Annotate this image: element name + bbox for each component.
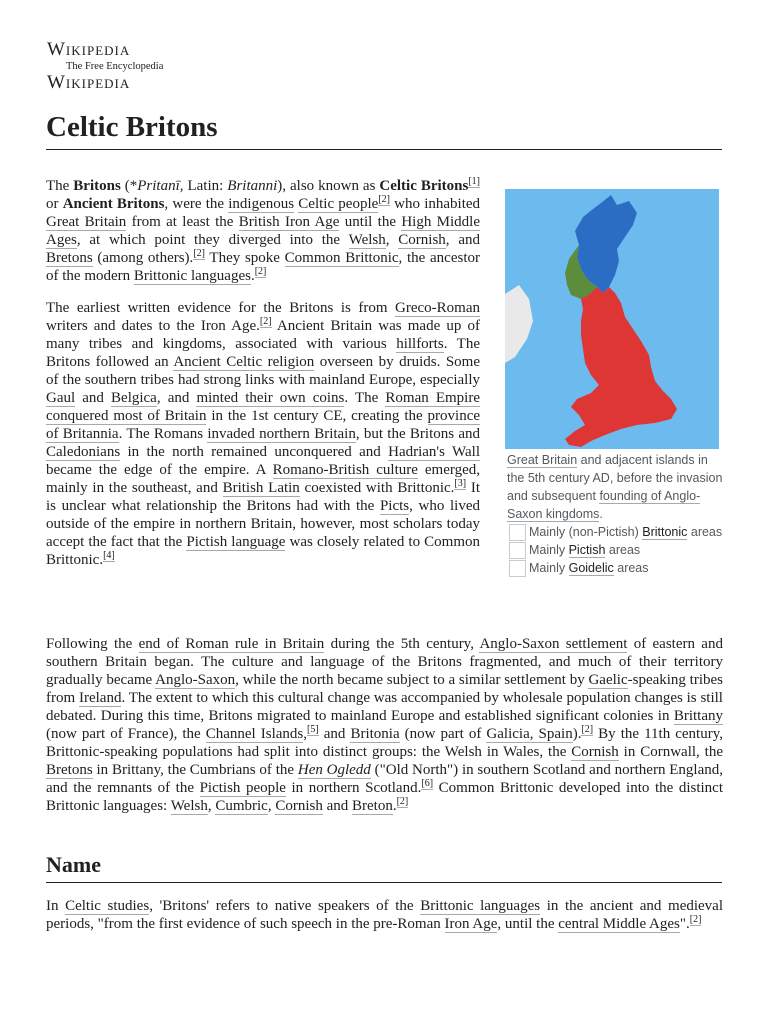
caption-link[interactable]: Great Britain <box>507 453 578 467</box>
article-link[interactable]: central Middle Ages <box>558 916 680 932</box>
legend-swatch <box>509 542 526 559</box>
map-legend <box>505 523 723 577</box>
paragraph-3: Following the end of Roman rule in Britain during the 5th century, Anglo-Saxon settlement of eastern and southern Britain began. The culture and language of the Britons fragmented, and much of their territory gradually became Anglo-Saxon, while the north became subject to a similar settlement by Gaelic-speaking tribes from Ireland. The extent to which this cultural change was accompanied by wholesale population changes is still debated. During this time, Britons migrated to mainland Europe and established significant colonies in Brittany (now part of France), the Channel Islands,[5] and Britonia (now part of Galicia, Spain).[2] By the 11th century, Brittonic-speaking populations had split into distinct groups: the Welsh in Wales, the Cornish in Cornwall, the Bretons in Brittany, the Cumbrians of the Hen Ogledd ("Old North") in southern Scotland and northern England, and the remnants of the Pictish people in northern Scotland.[6] Common Brittonic developed into the distinct Brittonic languages: Welsh, Cumbric, Cornish and Breton.[2] <box>46 636 724 814</box>
article-link[interactable]: Anglo-Saxon settlement <box>479 636 628 652</box>
article-link[interactable]: Brittany <box>673 708 723 724</box>
article-link[interactable]: province of Britannia <box>46 408 481 442</box>
article-link[interactable]: British Iron Age <box>238 214 340 230</box>
logo-tagline: The Free Encyclopedia <box>66 61 164 72</box>
article-link[interactable]: Galicia, Spain <box>486 726 573 742</box>
article-link[interactable]: Picts <box>379 498 410 514</box>
logo-wordmark: Wikipedia <box>47 39 131 60</box>
legend-link[interactable]: Brittonic <box>642 525 688 539</box>
citation[interactable]: [2] <box>193 248 205 259</box>
article-link[interactable]: Hadrian's Wall <box>388 444 480 460</box>
article-link[interactable]: Britonia <box>350 726 400 742</box>
article-link[interactable]: Breton <box>352 798 393 814</box>
article-link[interactable]: hillforts <box>396 336 444 352</box>
citation[interactable]: [2] <box>378 194 390 205</box>
article-link[interactable]: Great Britain <box>46 214 127 230</box>
article-link[interactable]: invaded northern Britain <box>207 426 356 442</box>
article-link[interactable]: indigenous <box>228 196 295 212</box>
article-link[interactable]: Welsh <box>170 798 208 814</box>
article-link[interactable]: Cornish <box>571 744 619 760</box>
article-link[interactable]: Ireland <box>78 690 122 706</box>
article-link[interactable]: British Latin <box>222 480 300 496</box>
page-title: Celtic Britons <box>46 108 722 150</box>
infobox-caption: Great Britain and adjacent islands in the 5th century AD, before the invasion and subsequent founding of Anglo-Saxon kingdoms. <box>507 453 723 521</box>
article-link[interactable]: Anglo-Saxon <box>155 672 236 688</box>
citation[interactable]: [2] <box>689 914 702 925</box>
wikipedia-logo[interactable] <box>47 40 207 92</box>
citation[interactable]: [3] <box>454 478 467 489</box>
article-link[interactable]: Ancient Celtic religion <box>173 354 315 370</box>
legend-link[interactable]: Pictish <box>568 543 606 557</box>
citation[interactable]: [2] <box>259 316 272 327</box>
legend-swatch <box>509 524 526 541</box>
citation[interactable]: [1] <box>468 176 480 187</box>
citation[interactable]: [5] <box>307 724 319 735</box>
article-link[interactable]: Cumbric <box>215 798 268 814</box>
article-link[interactable]: Gaelic <box>588 672 628 688</box>
paragraph-2: The earliest written evidence for the Britons is from Greco-Roman writers and dates to the Iron Age.[2] Ancient Britain was made up of many tribes and kingdoms, associated with various hillforts. The Britons followed an Ancient Celtic religion overseen by druids. Some of the southern tribes had strong links with mainland Europe, especially Gaul and Belgica, and minted their own coins. The Roman Empire conquered most of Britain in the 1st century CE, creating the province of Britannia. The Romans invaded northern Britain, but the Britons and Caledonians in the north remained unconquered and Hadrian's Wall became the edge of the empire. A Romano-British culture emerged, mainly in the southeast, and British Latin coexisted with Brittonic.[3] It is unclear what relationship the Britons had with the Picts, who lived outside of the empire in northern Britain, however, most scholars today accept the fact that the Pictish language was closely related to Common Brittonic.[4] <box>46 300 481 568</box>
article-link[interactable]: Romano-British culture <box>272 462 418 478</box>
paragraph-1: The Britons (*Pritanī, Latin: Britanni), also known as Celtic Britons[1] or Ancient Britons, were the indigenous Celtic people[2] who inhabited Great Britain from at least the British Iron Age until the High Middle Ages, at which point they diverged into the Welsh, Cornish, and Bretons (among others).[2] They spoke Common Brittonic, the ancestor of the modern Brittonic languages.[2] <box>46 176 481 284</box>
article-link[interactable]: Caledonians <box>46 444 121 460</box>
britain-map[interactable] <box>505 189 719 449</box>
citation[interactable]: [4] <box>103 550 115 561</box>
citation[interactable]: [2] <box>581 724 594 735</box>
infobox <box>505 189 723 577</box>
article-link[interactable]: High Middle Ages <box>46 214 480 248</box>
section-name-body <box>46 897 723 933</box>
article-link[interactable]: Pictish people <box>199 780 286 796</box>
article-link[interactable]: Cornish <box>398 232 446 248</box>
section-heading-name: Name <box>46 851 722 883</box>
article-link[interactable]: Belgica <box>111 390 157 406</box>
article-link[interactable]: Bretons <box>46 762 93 778</box>
article-link[interactable]: minted their own coins <box>196 390 345 406</box>
article-link[interactable]: Brittonic languages <box>420 898 541 914</box>
article-body <box>46 635 723 815</box>
article-lead <box>46 177 480 583</box>
article-link[interactable]: Bretons <box>46 250 93 266</box>
article-link[interactable]: Common Brittonic <box>284 250 399 266</box>
paragraph-4: In Celtic studies, 'Britons' refers to native speakers of the Brittonic languages in the ancient and medieval periods, "from the first evidence of such speech in the pre-Roman Iron Age, until the central Middle Ages".[2] <box>46 898 723 932</box>
legend-item: Mainly (non-Pictish) Brittonic areas <box>507 523 723 541</box>
citation[interactable]: [6] <box>421 778 434 789</box>
legend-item: Mainly Goidelic areas <box>507 559 723 577</box>
article-link[interactable]: Welsh <box>348 232 386 248</box>
article-link[interactable]: Gaul <box>46 390 76 406</box>
citation[interactable]: [2] <box>396 796 409 807</box>
citation[interactable]: [2] <box>254 266 267 277</box>
article-link[interactable]: Hen Ogledd <box>297 762 371 778</box>
article-link[interactable]: Cornish <box>275 798 323 814</box>
article-link[interactable]: Celtic people <box>298 196 379 212</box>
article-link[interactable]: Celtic studies <box>65 898 150 914</box>
article-link[interactable]: end of Roman rule in Britain <box>138 636 325 652</box>
legend-item: Mainly Pictish areas <box>507 541 723 559</box>
legend-swatch <box>509 560 526 577</box>
legend-link[interactable]: Goidelic <box>568 561 614 575</box>
article-link[interactable]: Brittonic languages <box>133 268 251 284</box>
article-link[interactable]: Greco-Roman <box>395 300 480 316</box>
caption-link[interactable]: founding of Anglo-Saxon kingdoms <box>507 489 701 521</box>
logo-wordmark-secondary: Wikipedia <box>47 72 131 93</box>
article-link[interactable]: Pictish language <box>186 534 286 550</box>
article-link[interactable]: Iron Age <box>444 916 498 932</box>
article-link[interactable]: Channel Islands <box>205 726 304 742</box>
article-link[interactable]: Roman Empire conquered most of Britain <box>46 390 480 424</box>
